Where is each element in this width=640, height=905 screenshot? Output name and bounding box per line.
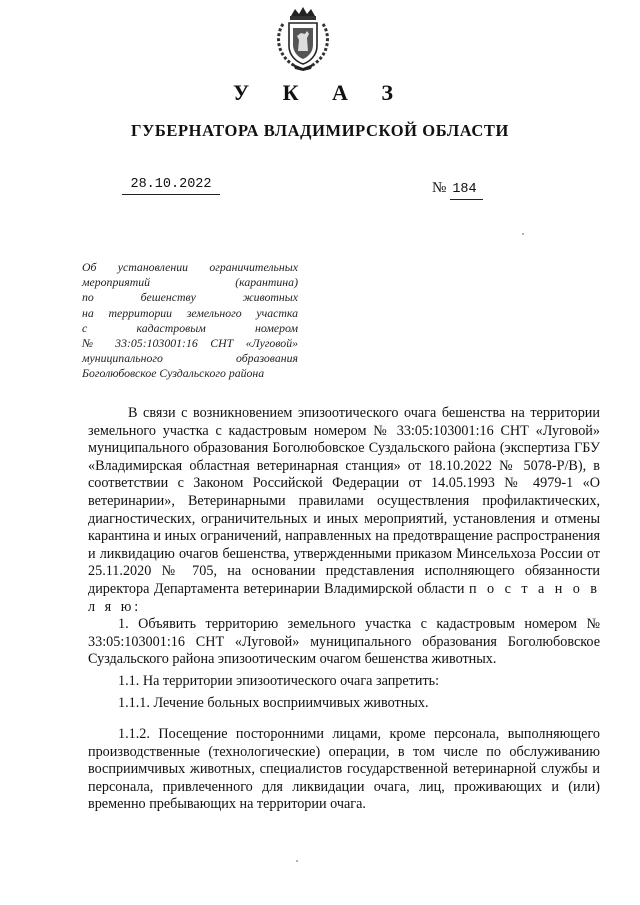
subject-line: Об установлении ограничительных: [82, 260, 298, 274]
decree-subject: [82, 260, 298, 382]
document-issuer: ГУБЕРНАТОРА ВЛАДИМИРСКОЙ ОБЛАСТИ: [131, 121, 509, 140]
document-date: [122, 177, 220, 195]
preamble-text: В связи с возникновением эпизоотического очага бешенства на территории земельного участка с кадастровым номером № 33:05:103001:16 СНТ «Луговой» муниципального образования Боголюбовское Суздальского района (экспертиза ГБУ «Владимирская областная ветеринарная станция» от 18.10.2022 № 5078-Р/В), в соответствии с Законом Российской Федерации от 14.05.1993 № 4979-1 «О ветеринарии», Ветеринарными правилами осуществления профилактических, диагностических, ограничительных и иных мероприятий, установления и отмены карантина и иных ограничений, направленных на предотвращение распространения и ликвидацию очагов бешенства, утвержденными приказом Минсельхоза России от 25.11.2020 № 705, на основании представления исполняющего обязанности директора Департамента ветеринарии Владимирской области: [88, 405, 600, 597]
decree-item-1-1-1: 1.1.1. Лечение больных восприимчивых животных.: [118, 694, 429, 711]
coat-of-arms-emblem: [273, 6, 333, 72]
subject-line: по бешенству животных: [82, 290, 298, 305]
scan-speck: [522, 233, 524, 235]
document-number: [432, 179, 490, 200]
preamble-paragraph: [88, 405, 600, 616]
subject-line: № 33:05:103001:16 СНТ «Луговой»: [82, 336, 298, 351]
resolution-word: п о с т а н о в л я ю:: [88, 580, 601, 615]
scan-speck: [296, 860, 298, 862]
decree-body: [88, 405, 600, 814]
document-title: У К А З: [232, 80, 408, 105]
date-value: 28.10.2022: [130, 177, 212, 192]
subject-line: с кадастровым номером: [82, 320, 298, 335]
decree-item-1: 1. Объявить территорию земельного участка с кадастровым номером № 33:05:103001:16 СНТ «Луговой» муниципального образования Боголюбовское Суздальского района эпизоотическим очагом бешенства животных.: [88, 616, 600, 668]
number-value: 184: [450, 182, 482, 200]
decree-item-1-1: 1.1. На территории эпизоотического очага запретить:: [118, 672, 440, 689]
subject-line: муниципального образования: [82, 351, 298, 366]
number-label: №: [432, 180, 447, 196]
subject-line: на территории земельного участка: [82, 305, 298, 320]
subject-line: мероприятий (карантина): [82, 275, 298, 290]
subject-line: Боголюбовское Суздальского района: [82, 366, 265, 381]
decree-item-1-1-2: 1.1.2. Посещение посторонними лицами, кроме персонала, выполняющего производственные (технологические) операции, в том числе по обслуживанию восприимчивых животных, специалистов государственной ветеринарной службы и персонала, привлеченного для ликвидации очага, лиц, проживающих и (или) временно пребывающих на территории очага.: [88, 726, 600, 813]
